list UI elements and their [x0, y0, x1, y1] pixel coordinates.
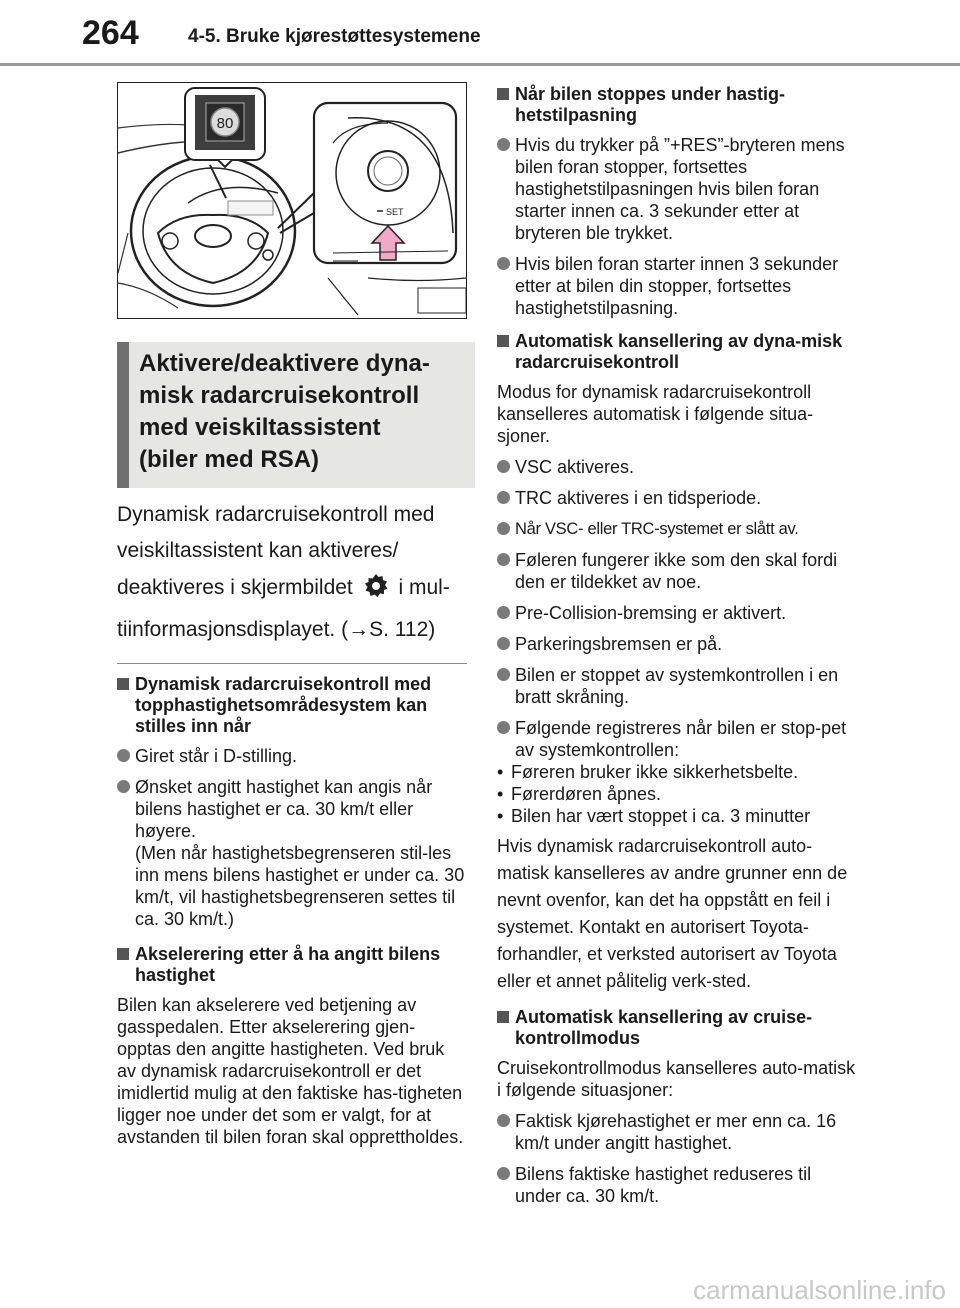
list-item: [497, 602, 857, 624]
dot-bullet-icon: •: [497, 762, 504, 782]
list-item-text: Faktisk kjørehastighet er mer enn ca. 16 km/t under angitt hastighet.: [515, 1111, 837, 1153]
list-item: [117, 745, 467, 767]
info-box-title-line: med veiskiltassistent: [139, 414, 381, 441]
sub-list-item: [497, 761, 857, 783]
list-item: [497, 717, 857, 761]
square-bullet-icon: [117, 678, 129, 690]
section-divider: [117, 663, 467, 664]
heading-text: Når bilen stoppes under hastig-hetstilpasning: [515, 84, 786, 125]
list-item-text: VSC aktiveres.: [515, 457, 635, 477]
list-item-text: TRC aktiveres i en tidsperiode.: [515, 488, 762, 508]
section-heading: [497, 1007, 857, 1049]
heading-text: Automatisk kansellering av cruise-kontrollmodus: [515, 1007, 813, 1048]
switch-label: SET: [386, 207, 404, 217]
list-item: [497, 134, 857, 244]
speed-display-value: 80: [216, 115, 234, 132]
circle-bullet-icon: [497, 1114, 510, 1127]
watermark: carmanualsonline.info: [693, 1275, 946, 1305]
heading-text: Akselerering etter å ha angitt bilens hastighet: [135, 944, 441, 985]
list-item-text: Bilen er stoppet av systemkontrollen i en bratt skråning.: [515, 665, 839, 707]
list-item: [497, 456, 857, 478]
sub-list-item-text: Førerdøren åpnes.: [511, 784, 662, 804]
list-item: [497, 518, 857, 540]
gear-icon: [362, 572, 390, 609]
circle-bullet-icon: [117, 780, 130, 793]
circle-bullet-icon: [497, 491, 510, 504]
list-item-text: Når VSC- eller TRC-systemet er slått av.: [515, 520, 799, 538]
body-paragraph: Hvis dynamisk radarcruisekontroll auto-matisk kanselleres av andre grunner enn de nevnt ovenfor, kan det ha oppstått en feil i systemet. Kontakt en autorisert Toyota-forhandler, et verksted autorisert av Toyota eller et annet pålitelig verk-sted.: [497, 836, 848, 991]
circle-bullet-icon: [497, 721, 510, 734]
list-item-text: Hvis du trykker på ”+RES”-bryteren mens bilen foran stopper, fortsettes hastighetstilpasningen hvis bilen foran starter innen ca. 3 sekunder etter at bryteren ble trykket.: [515, 135, 845, 243]
circle-bullet-icon: [497, 637, 510, 650]
list-item-text: Ønsket angitt hastighet kan angis når bilens hastighet er ca. 30 km/t eller høyere.: [135, 777, 433, 841]
circle-bullet-icon: [497, 668, 510, 681]
section-heading: [497, 331, 857, 373]
info-box-title-line: misk radarcruisekontroll: [139, 382, 420, 409]
header-divider: [0, 63, 960, 66]
sub-list-item: [497, 805, 857, 827]
list-item: [497, 253, 857, 319]
list-item: [497, 549, 857, 593]
list-item-text: Hvis bilen foran starter innen 3 sekunder etter at bilen din stopper, fortsettes hastighetstilpasning.: [515, 254, 839, 318]
circle-bullet-icon: [497, 522, 510, 535]
circle-bullet-icon: [497, 460, 510, 473]
section-heading: [497, 84, 857, 126]
list-item-content: [135, 776, 467, 930]
intro-line-text: deaktiveres i skjermbildet: [117, 576, 353, 599]
list-item-text: Føleren fungerer ikke som den skal fordi den er tildekket av noe.: [515, 550, 838, 592]
intro-paragraph: [117, 500, 467, 645]
list-item: [497, 664, 857, 708]
circle-bullet-icon: [497, 553, 510, 566]
section-heading: [117, 674, 467, 737]
sub-list-item-text: Føreren bruker ikke sikkerhetsbelte.: [511, 762, 799, 782]
page-number: 264: [82, 14, 139, 52]
left-column: [117, 82, 467, 1157]
square-bullet-icon: [497, 335, 509, 347]
intro-line: Dynamisk radarcruisekontroll med: [117, 503, 435, 526]
sub-list-item: [497, 783, 857, 805]
intro-line: [117, 572, 467, 609]
square-bullet-icon: [117, 948, 129, 960]
sub-list-item-text: Bilen har vært stoppet i ca. 3 minutter: [511, 806, 811, 826]
body-paragraph: Bilen kan akselerere ved betjening av gasspedalen. Etter akselerering gjen-opptas den angitte hastigheten. Ved bruk av dynamisk radarcruisekontroll er det imidlertid mulig at den faktiske has-tigheten ligger noe under det som er valgt, for at avstanden til bilen foran skal opprettholdes.: [117, 995, 464, 1147]
section-heading: [117, 944, 467, 986]
circle-bullet-icon: [497, 1167, 510, 1180]
list-item: [117, 776, 467, 930]
circle-bullet-icon: [117, 749, 130, 762]
list-item-text: Giret står i D-stilling.: [135, 746, 298, 766]
heading-text: Dynamisk radarcruisekontroll med topphastighetsområdesystem kan stilles inn når: [135, 674, 432, 736]
section-title: 4-5. Bruke kjørestøttesystemene: [188, 26, 481, 47]
dot-bullet-icon: •: [497, 806, 504, 826]
intro-line-text: i mul-: [398, 576, 450, 599]
list-item-text: Følgende registreres når bilen er stop-pet av systemkontrollen:: [515, 718, 847, 760]
list-item-text: Pre-Collision-bremsing er aktivert.: [515, 603, 787, 623]
circle-bullet-icon: [497, 138, 510, 151]
list-item: [497, 1110, 857, 1154]
square-bullet-icon: [497, 88, 509, 100]
square-bullet-icon: [497, 1011, 509, 1023]
circle-bullet-icon: [497, 606, 510, 619]
right-column: [497, 78, 857, 1216]
body-paragraph: Modus for dynamisk radarcruisekontroll kanselleres automatisk i følgende situa-sjoner.: [497, 382, 814, 446]
steering-wheel-illustration: [117, 82, 467, 319]
body-paragraph: Cruisekontrollmodus kanselleres auto-matisk i følgende situasjoner:: [497, 1058, 856, 1100]
heading-text: Automatisk kansellering av dyna-misk radarcruisekontroll: [515, 331, 843, 372]
list-item: [497, 487, 857, 509]
list-item: [497, 1163, 857, 1207]
list-item-text: Parkeringsbremsen er på.: [515, 634, 723, 654]
intro-line: veiskiltassistent kan aktiveres/: [117, 539, 399, 562]
list-item: [497, 633, 857, 655]
info-box-title-line: Aktivere/deaktivere dyna-: [139, 350, 430, 377]
dot-bullet-icon: •: [497, 784, 504, 804]
circle-bullet-icon: [497, 257, 510, 270]
page-header: [0, 0, 960, 70]
list-item-text: Bilens faktiske hastighet reduseres til under ca. 30 km/t.: [515, 1164, 812, 1206]
intro-line: tiinformasjonsdisplayet. (→S. 112): [117, 618, 436, 641]
list-item-note: (Men når hastighetsbegrenseren stil-les inn mens bilens hastighet er under ca. 30 km/t, vil hastighetsbegrenseren settes til ca. 30 km/t.): [135, 843, 465, 929]
activation-info-box: [117, 342, 475, 488]
info-box-title-line: (biler med RSA): [139, 446, 320, 473]
